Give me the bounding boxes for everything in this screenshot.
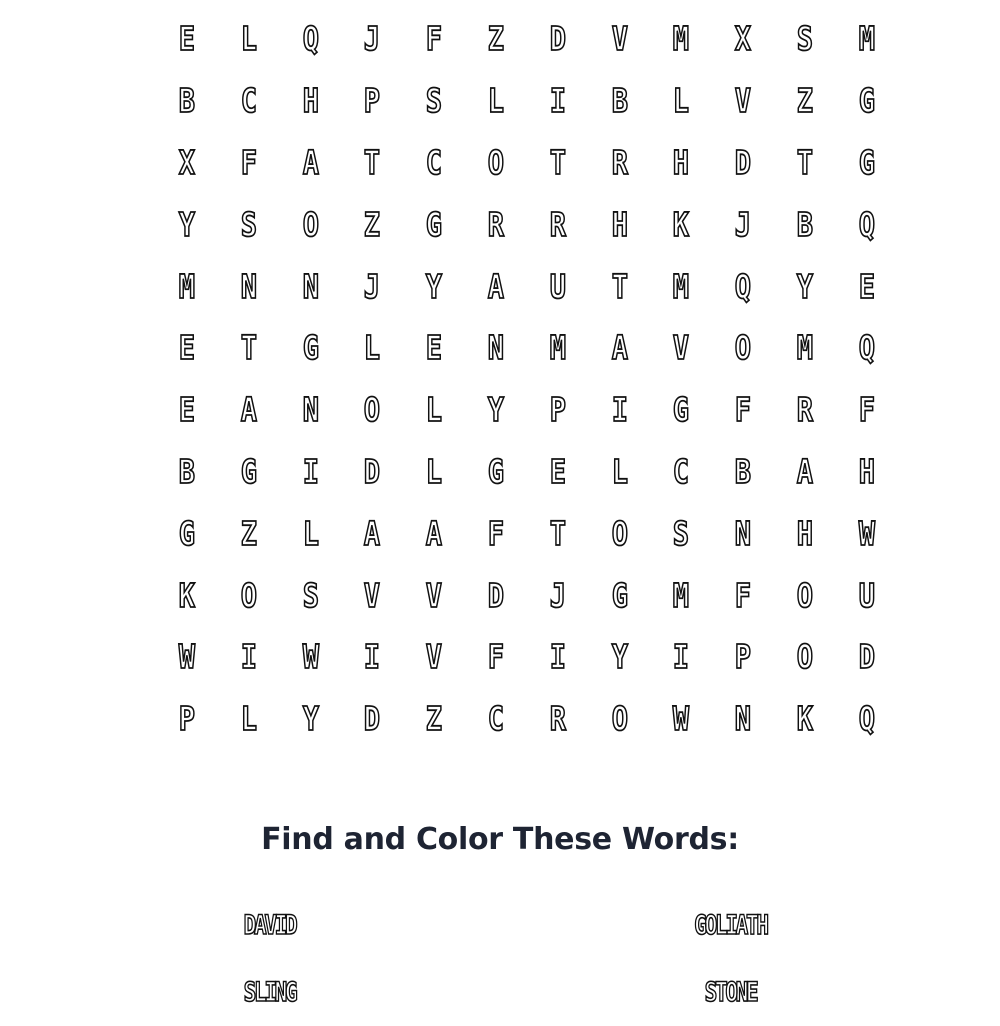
grid-letter[interactable]: Q xyxy=(858,204,875,244)
grid-letter[interactable]: M xyxy=(673,266,690,306)
grid-letter[interactable]: P xyxy=(549,390,566,430)
grid-letter[interactable]: O xyxy=(240,575,257,615)
grid-letter[interactable]: O xyxy=(796,637,814,677)
grid-letter[interactable]: K xyxy=(178,575,196,615)
grid-letter[interactable]: L xyxy=(425,451,443,491)
word-list-item: STONE xyxy=(704,977,757,1008)
grid-letter[interactable]: G xyxy=(858,142,875,182)
grid-letter[interactable]: I xyxy=(364,637,381,677)
grid-letter[interactable]: F xyxy=(425,19,443,59)
grid-letter[interactable]: A xyxy=(425,513,443,553)
word-search-grid xyxy=(156,8,898,750)
grid-letter[interactable]: Q xyxy=(734,266,752,306)
grid-letter[interactable]: A xyxy=(240,390,257,430)
grid-letter[interactable]: Y xyxy=(487,390,505,430)
grid-letter[interactable]: R xyxy=(549,204,566,244)
grid-letter[interactable]: M xyxy=(673,575,690,615)
grid-letter[interactable]: R xyxy=(611,142,628,182)
grid-letter[interactable]: S xyxy=(240,204,257,244)
grid-letter[interactable]: B xyxy=(178,451,196,491)
grid-letter[interactable]: K xyxy=(796,699,814,739)
grid-letter[interactable]: V xyxy=(734,81,752,121)
grid-letter[interactable]: Y xyxy=(611,637,628,677)
grid-letter[interactable]: R xyxy=(796,390,814,430)
grid-letter[interactable]: C xyxy=(673,451,690,491)
grid-letter[interactable]: V xyxy=(673,328,690,368)
grid-letter[interactable]: D xyxy=(487,575,505,615)
grid-letter[interactable]: L xyxy=(673,81,690,121)
grid-letter[interactable]: F xyxy=(240,142,257,182)
grid-letter[interactable]: Z xyxy=(796,81,814,121)
grid-letter[interactable]: C xyxy=(425,142,443,182)
grid-letter[interactable]: G xyxy=(240,451,257,491)
grid-letter[interactable]: I xyxy=(302,451,319,491)
grid-letter[interactable]: T xyxy=(611,266,628,306)
grid-letter[interactable]: C xyxy=(487,699,505,739)
grid-letter[interactable]: F xyxy=(734,575,752,615)
grid-letter[interactable]: D xyxy=(858,637,875,677)
grid-letter[interactable]: I xyxy=(240,637,257,677)
grid-letter[interactable]: H xyxy=(611,204,628,244)
grid-letter[interactable]: A xyxy=(796,451,814,491)
grid-letter[interactable]: O xyxy=(734,328,752,368)
grid-letter[interactable]: V xyxy=(611,19,628,59)
grid-letter[interactable]: P xyxy=(734,637,752,677)
grid-letter[interactable]: H xyxy=(858,451,875,491)
grid-letter[interactable]: G xyxy=(487,451,505,491)
grid-letter[interactable]: F xyxy=(487,513,505,553)
grid-letter[interactable]: N xyxy=(240,266,257,306)
word-list-heading: Find and Color These Words: xyxy=(261,822,739,857)
grid-letter[interactable]: B xyxy=(734,451,752,491)
grid-letter[interactable]: Z xyxy=(487,19,505,59)
grid-letter[interactable]: Z xyxy=(364,204,381,244)
grid-letter[interactable]: H xyxy=(302,81,319,121)
grid-letter[interactable]: E xyxy=(178,390,196,430)
grid-letter[interactable]: W xyxy=(178,637,196,677)
grid-letter[interactable]: T xyxy=(549,513,566,553)
grid-letter[interactable]: U xyxy=(549,266,566,306)
grid-letter[interactable]: S xyxy=(796,19,814,59)
grid-letter[interactable]: L xyxy=(611,451,628,491)
word-list-item: GOLIATH xyxy=(694,910,767,941)
grid-letter[interactable]: X xyxy=(734,19,752,59)
grid-letter[interactable]: I xyxy=(549,81,566,121)
grid-letter[interactable]: J xyxy=(364,19,381,59)
grid-letter[interactable]: B xyxy=(796,204,814,244)
grid-letter[interactable]: O xyxy=(302,204,319,244)
grid-letter[interactable]: O xyxy=(611,513,628,553)
grid-letter[interactable]: L xyxy=(364,328,381,368)
grid-letter[interactable]: I xyxy=(611,390,628,430)
grid-letter[interactable]: J xyxy=(734,204,752,244)
grid-letter[interactable]: M xyxy=(796,328,814,368)
grid-letter[interactable]: H xyxy=(796,513,814,553)
grid-letter[interactable]: T xyxy=(549,142,566,182)
grid-letter[interactable]: S xyxy=(302,575,319,615)
grid-letter[interactable]: C xyxy=(240,81,257,121)
grid-letter[interactable]: M xyxy=(549,328,566,368)
grid-letter[interactable]: N xyxy=(302,390,319,430)
grid-letter[interactable]: M xyxy=(673,19,690,59)
grid-letter[interactable]: T xyxy=(240,328,257,368)
grid-letter[interactable]: V xyxy=(364,575,381,615)
grid-letter[interactable]: O xyxy=(364,390,381,430)
grid-letter[interactable]: G xyxy=(673,390,690,430)
grid-letter[interactable]: T xyxy=(364,142,381,182)
grid-letter[interactable]: Z xyxy=(240,513,257,553)
grid-letter[interactable]: R xyxy=(487,204,505,244)
grid-letter[interactable]: D xyxy=(364,451,381,491)
grid-letter[interactable]: S xyxy=(425,81,443,121)
grid-letter[interactable]: V xyxy=(425,637,443,677)
grid-letter[interactable]: Z xyxy=(425,699,443,739)
grid-letter[interactable]: L xyxy=(425,390,443,430)
grid-letter[interactable]: E xyxy=(178,19,196,59)
grid-letter[interactable]: Q xyxy=(858,328,875,368)
grid-letter[interactable]: D xyxy=(734,142,752,182)
grid-letter[interactable]: L xyxy=(240,19,257,59)
grid-letter[interactable]: J xyxy=(549,575,566,615)
grid-letter[interactable]: A xyxy=(487,266,505,306)
grid-letter[interactable]: N xyxy=(302,266,319,306)
grid-letter[interactable]: E xyxy=(549,451,566,491)
word-list xyxy=(0,892,1000,1026)
grid-letter[interactable]: N xyxy=(487,328,505,368)
grid-letter[interactable]: T xyxy=(796,142,814,182)
grid-letter[interactable]: E xyxy=(858,266,875,306)
grid-letter[interactable]: Y xyxy=(796,266,814,306)
grid-letter[interactable]: Y xyxy=(425,266,443,306)
grid-letter[interactable]: O xyxy=(611,699,628,739)
grid-letter[interactable]: D xyxy=(549,19,566,59)
grid-letter[interactable]: R xyxy=(549,699,566,739)
grid-letter[interactable]: H xyxy=(673,142,690,182)
grid-letter[interactable]: F xyxy=(734,390,752,430)
grid-letter[interactable]: Q xyxy=(302,19,319,59)
grid-letter[interactable]: E xyxy=(425,328,443,368)
grid-letter[interactable]: N xyxy=(734,513,752,553)
grid-letter[interactable]: F xyxy=(858,390,875,430)
grid-letter[interactable]: I xyxy=(549,637,566,677)
grid-letter[interactable]: A xyxy=(302,142,319,182)
grid-letter[interactable]: V xyxy=(425,575,443,615)
grid-letter[interactable]: M xyxy=(858,19,875,59)
grid-letter[interactable]: A xyxy=(364,513,381,553)
grid-letter[interactable]: O xyxy=(796,575,814,615)
grid-letter[interactable]: L xyxy=(487,81,505,121)
grid-letter[interactable]: P xyxy=(178,699,196,739)
grid-letter[interactable]: U xyxy=(858,575,875,615)
grid-letter[interactable]: N xyxy=(734,699,752,739)
grid-letter[interactable]: L xyxy=(240,699,257,739)
grid-letter[interactable]: W xyxy=(673,699,690,739)
grid-letter[interactable]: G xyxy=(425,204,443,244)
grid-letter[interactable]: M xyxy=(178,266,196,306)
grid-letter[interactable]: W xyxy=(302,637,319,677)
grid-letter[interactable]: K xyxy=(673,204,690,244)
grid-letter[interactable]: E xyxy=(178,328,196,368)
grid-letter[interactable]: B xyxy=(611,81,628,121)
grid-letter[interactable]: G xyxy=(302,328,319,368)
grid-letter[interactable]: X xyxy=(178,142,196,182)
grid-letter[interactable]: Y xyxy=(178,204,196,244)
grid-letter[interactable]: B xyxy=(178,81,196,121)
grid-letter[interactable]: L xyxy=(302,513,319,553)
word-list-item: DAVID xyxy=(243,910,296,941)
grid-letter[interactable]: G xyxy=(611,575,628,615)
grid-letter[interactable]: Y xyxy=(302,699,319,739)
grid-letter[interactable]: P xyxy=(364,81,381,121)
grid-letter[interactable]: D xyxy=(364,699,381,739)
grid-letter[interactable]: J xyxy=(364,266,381,306)
word-list-item: SLING xyxy=(243,977,296,1008)
grid-letter[interactable]: G xyxy=(178,513,196,553)
grid-letter[interactable]: W xyxy=(858,513,875,553)
grid-letter[interactable]: G xyxy=(858,81,875,121)
grid-letter[interactable]: S xyxy=(673,513,690,553)
grid-letter[interactable]: F xyxy=(487,637,505,677)
grid-letter[interactable]: O xyxy=(487,142,505,182)
grid-letter[interactable]: Q xyxy=(858,699,875,739)
grid-letter[interactable]: I xyxy=(673,637,690,677)
grid-letter[interactable]: A xyxy=(611,328,628,368)
